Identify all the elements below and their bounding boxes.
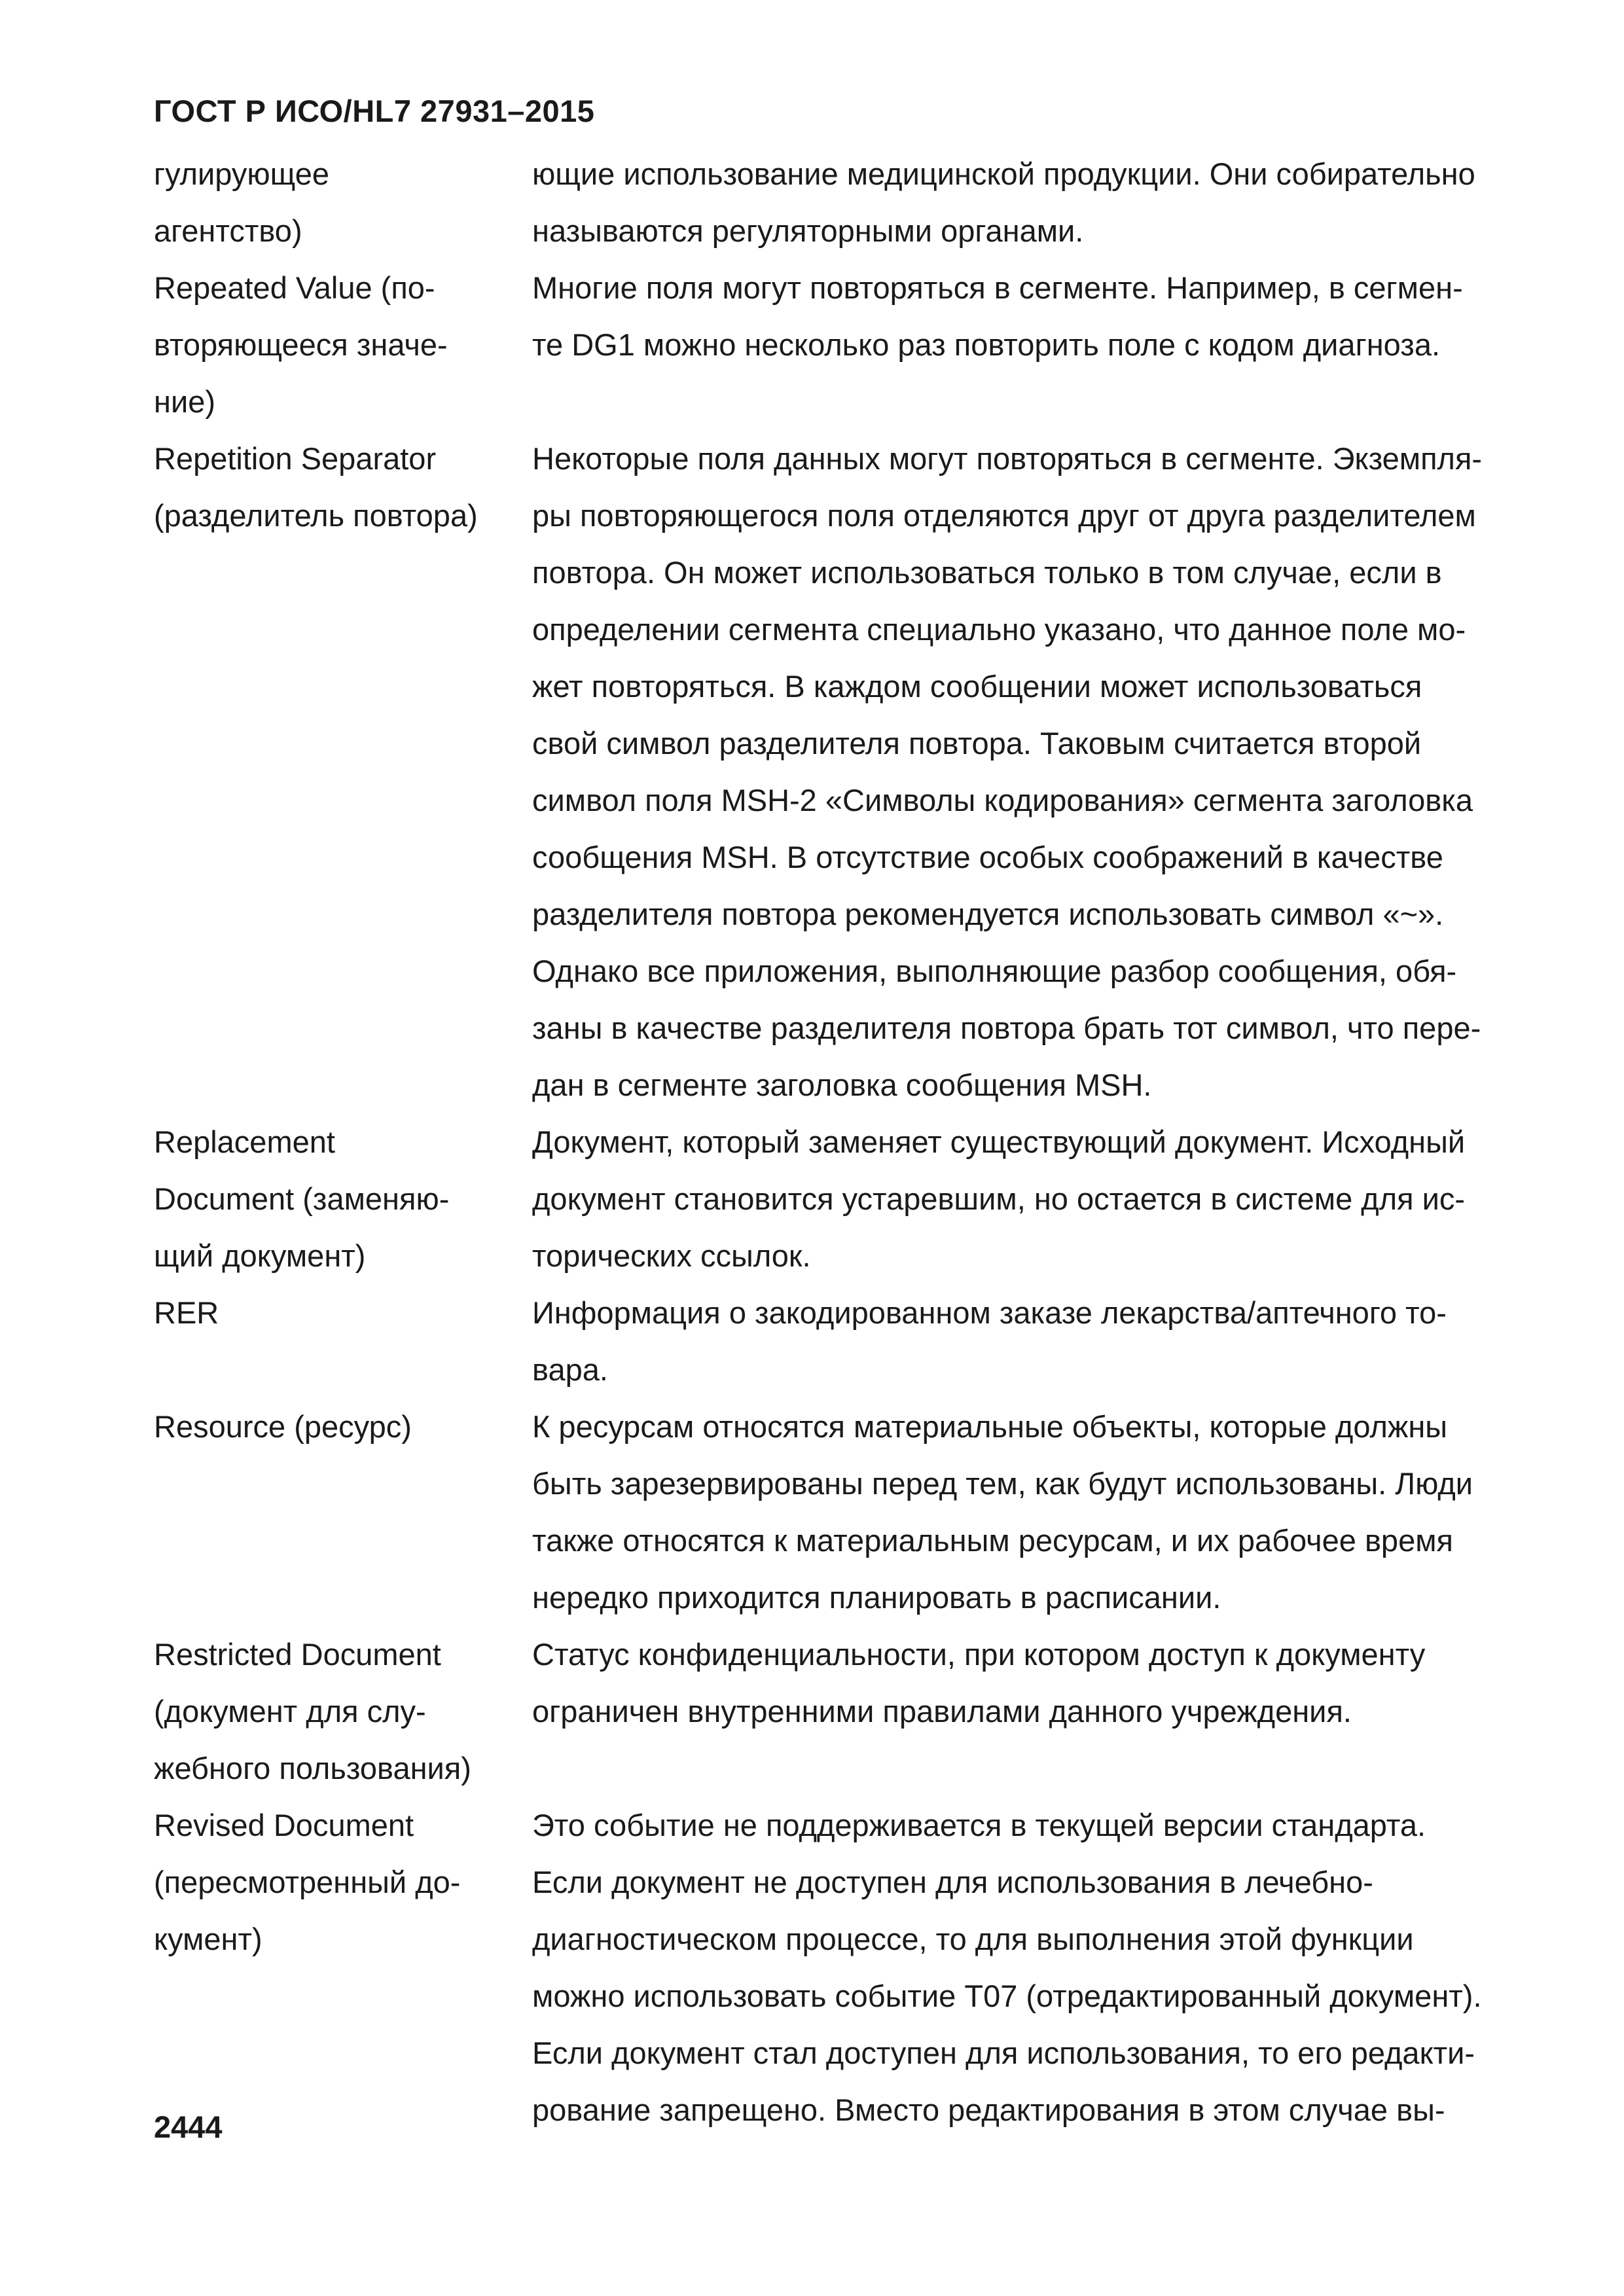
glossary-entry <box>154 1626 1548 1797</box>
document-header: ГОСТ Р ИСО/HL7 27931–2015 <box>154 94 595 128</box>
term-line: гулирующее <box>154 156 330 191</box>
term-line: Repeated Value (по- <box>154 270 435 305</box>
definition-line: Если документ стал доступен для использования, то его редакти- <box>532 2036 1475 2070</box>
term-line: Repetition Separator <box>154 441 437 476</box>
entry-term <box>154 1398 532 1626</box>
definition-line: жет повторяться. В каждом сообщении может использоваться <box>532 669 1422 704</box>
entry-definition <box>532 430 1548 1113</box>
term-line: Restricted Document <box>154 1637 441 1672</box>
term-line: Document (заменяю- <box>154 1181 450 1216</box>
definition-line: разделителя повтора рекомендуется использовать символ «~». <box>532 897 1444 931</box>
entry-definition <box>532 145 1548 259</box>
definition-line: Многие поля могут повторяться в сегменте. Например, в сегмен- <box>532 270 1463 305</box>
term-line: жебного пользования) <box>154 1751 471 1785</box>
definition-line: Однако все приложения, выполняющие разбор сообщения, обя- <box>532 954 1457 988</box>
entry-term <box>154 1113 532 1284</box>
glossary-entry <box>154 1797 1548 2138</box>
term-line: щий документ) <box>154 1238 366 1273</box>
definition-line: можно использовать событие T07 (отредактированный документ). <box>532 1979 1482 2013</box>
definition-line: заны в качестве разделителя повтора брать тот символ, что пере- <box>532 1011 1481 1045</box>
term-line: вторяющееся значе- <box>154 327 448 362</box>
entry-term <box>154 1284 532 1398</box>
glossary-entry <box>154 145 1548 259</box>
definition-line: также относятся к материальным ресурсам, и их рабочее время <box>532 1523 1453 1558</box>
definition-line: ры повторяющегося поля отделяются друг от друга разделителем <box>532 498 1476 533</box>
definition-line: быть зарезервированы перед тем, как будут использованы. Люди <box>532 1466 1473 1501</box>
definition-line: называются регуляторными органами. <box>532 213 1084 248</box>
term-line: Revised Document <box>154 1808 414 1842</box>
definition-line: Если документ не доступен для использования в лечебно- <box>532 1865 1373 1899</box>
entry-term <box>154 1626 532 1797</box>
definition-line: определении сегмента специально указано, что данное поле мо- <box>532 612 1466 647</box>
entry-term <box>154 1797 532 2138</box>
definition-line: Некоторые поля данных могут повторяться в сегменте. Экземпля- <box>532 441 1483 476</box>
glossary-entry <box>154 259 1548 430</box>
definition-line: Статус конфиденциальности, при котором доступ к документу <box>532 1637 1426 1672</box>
term-line: (пересмотренный до- <box>154 1865 461 1899</box>
entry-definition <box>532 1797 1548 2138</box>
entry-term <box>154 259 532 430</box>
definition-line: вара. <box>532 1352 608 1387</box>
term-line: Resource (ресурс) <box>154 1409 412 1444</box>
definition-line: символ поля MSH-2 «Символы кодирования» сегмента заголовка <box>532 783 1473 817</box>
term-line: (разделитель повтора) <box>154 498 478 533</box>
definition-line: дан в сегменте заголовка сообщения MSH. <box>532 1067 1152 1102</box>
term-line: кумент) <box>154 1922 262 1956</box>
term-line: ние) <box>154 384 215 419</box>
definition-line: свой символ разделителя повтора. Таковым считается второй <box>532 726 1422 761</box>
entry-definition <box>532 1284 1548 1398</box>
entry-definition <box>532 1626 1548 1797</box>
glossary-entry <box>154 1113 1548 1284</box>
definition-line: торических ссылок. <box>532 1238 811 1273</box>
definition-line: ограничен внутренними правилами данного учреждения. <box>532 1694 1352 1729</box>
definition-line: повтора. Он может использоваться только в том случае, если в <box>532 555 1442 590</box>
definition-line: те DG1 можно несколько раз повторить поле с кодом диагноза. <box>532 327 1441 362</box>
definition-line: Документ, который заменяет существующий документ. Исходный <box>532 1124 1466 1159</box>
term-line: Replacement <box>154 1124 335 1159</box>
definition-line: документ становится устаревшим, но остается в системе для ис- <box>532 1181 1466 1216</box>
glossary-entry <box>154 1284 1548 1398</box>
term-line: агентство) <box>154 213 302 248</box>
glossary-entry <box>154 1398 1548 1626</box>
entry-definition <box>532 1113 1548 1284</box>
definition-line: К ресурсам относятся материальные объекты, которые должны <box>532 1409 1448 1444</box>
entry-definition <box>532 259 1548 430</box>
glossary-entries <box>154 145 1548 2138</box>
definition-line: диагностическом процессе, то для выполнения этой функции <box>532 1922 1414 1956</box>
entry-definition <box>532 1398 1548 1626</box>
term-line: (документ для слу- <box>154 1694 426 1729</box>
definition-line: Информация о закодированном заказе лекарства/аптечного то- <box>532 1295 1447 1330</box>
glossary-entry <box>154 430 1548 1113</box>
entry-term <box>154 145 532 259</box>
definition-line: Это событие не поддерживается в текущей версии стандарта. <box>532 1808 1426 1842</box>
entry-term <box>154 430 532 1113</box>
term-line: RER <box>154 1295 219 1330</box>
definition-line: ющие использование медицинской продукции. Они собирательно <box>532 156 1475 191</box>
page-number: 2444 <box>154 2109 223 2144</box>
definition-line: рование запрещено. Вместо редактирования в этом случае вы- <box>532 2092 1445 2127</box>
definition-line: сообщения MSH. В отсутствие особых соображений в качестве <box>532 840 1443 874</box>
definition-line: нередко приходится планировать в расписании. <box>532 1580 1221 1615</box>
